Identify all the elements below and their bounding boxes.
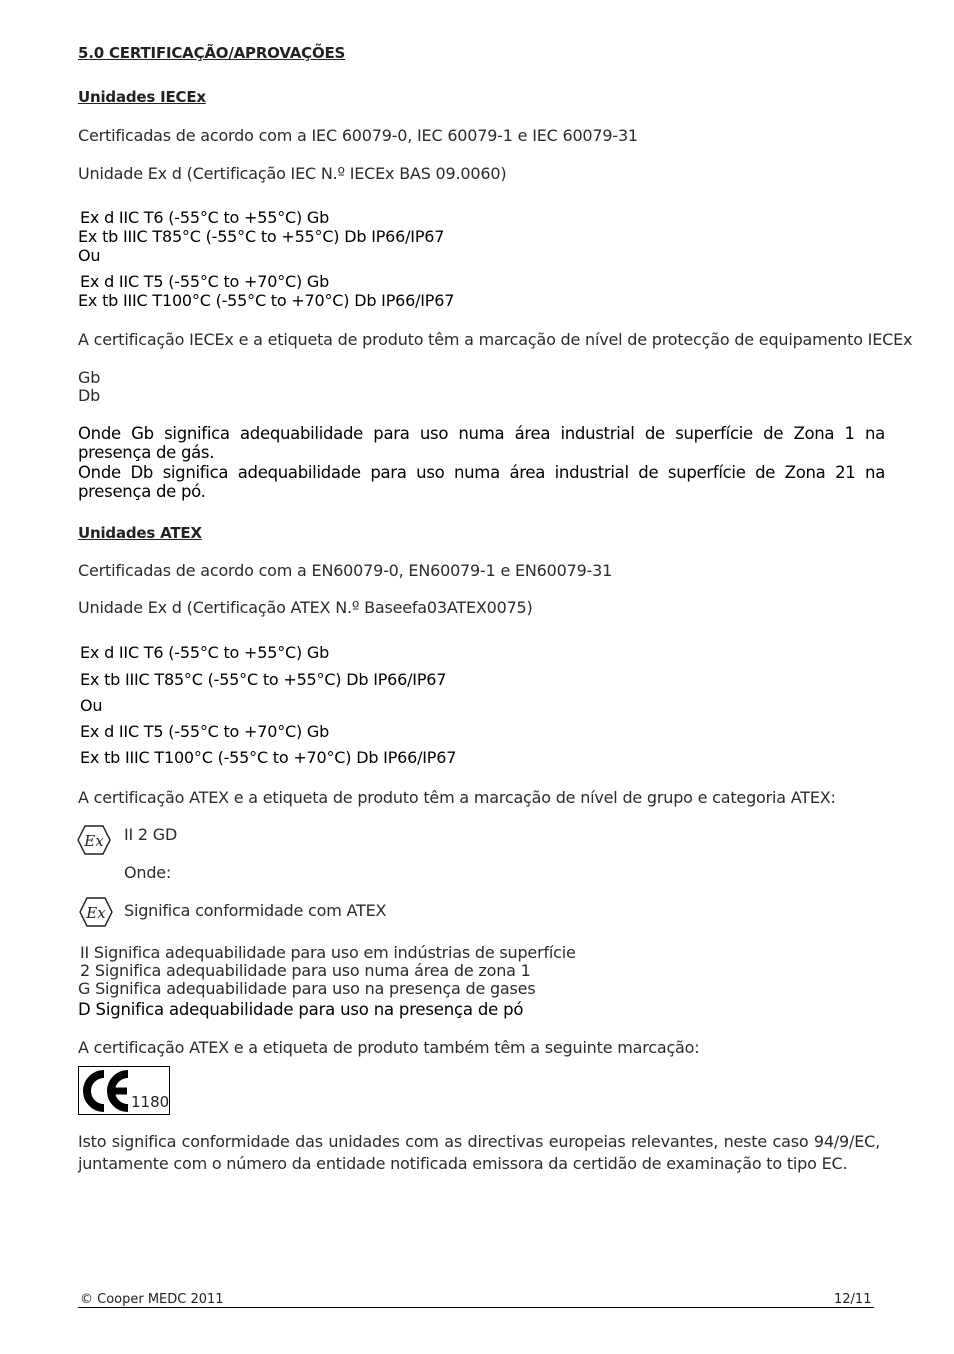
atex-marking-1: Ex d IIC T6 (-55°C to +55°C) Gb [80,643,330,662]
iecex-level-gb: Gb [78,368,101,387]
atex-marking-or: Ou [80,696,103,715]
ex-hexagon-icon [78,896,114,928]
iecex-unit-text: Unidade Ex d (Certificação IEC N.º IECEx BAS 09.0060) [78,164,507,183]
iecex-marking-1: Ex d IIC T6 (-55°C to +55°C) Gb [80,208,330,227]
iecex-gb-meaning: Onde Gb significa adequabilidade para uso numa área industrial de superfície de Zona 1 na presença de gás. [78,424,885,462]
ce-mark-icon [83,1070,131,1112]
atex-symbol-2: 2 Significa adequabilidade para uso numa área de zona 1 [80,961,531,980]
atex-heading: Unidades ATEX [78,524,202,542]
atex-certified-text: Certificadas de acordo com a EN60079-0, EN60079-1 e EN60079-31 [78,561,613,580]
iecex-db-meaning: Onde Db significa adequabilidade para uso numa área industrial de superfície de Zona 21 na presença de pó. [78,463,885,501]
iecex-label-text: A certificação IECEx e a etiqueta de produto têm a marcação de nível de protecção de equipamento IECEx [78,330,913,349]
atex-symbol-ii: II Significa adequabilidade para uso em indústrias de superfície [80,943,576,962]
atex-ce-text: A certificação ATEX e a etiqueta de produto também têm a seguinte marcação: [78,1038,700,1057]
atex-marking-4: Ex tb IIIC T100°C (-55°C to +70°C) Db IP66/IP67 [80,748,457,767]
footer-divider [78,1307,874,1308]
svg-text:Ex: Ex [86,904,106,922]
section-title: 5.0 CERTIFICAÇÃO/APROVAÇÕES [78,44,346,62]
iecex-marking-or: Ou [78,246,101,265]
footer-page-number: 12/11 [834,1292,872,1307]
iecex-heading: Unidades IECEx [78,88,206,106]
atex-marking-3: Ex d IIC T5 (-55°C to +70°C) Gb [80,722,330,741]
svg-text:Ex: Ex [84,832,104,850]
atex-where-text: Onde: [124,863,172,882]
atex-group-marking: II 2 GD [124,825,178,844]
iecex-certified-text: Certificadas de acordo com a IEC 60079-0, IEC 60079-1 e IEC 60079-31 [78,126,638,145]
ce-notified-body-number: 1180 [131,1093,170,1111]
atex-label-text: A certificação ATEX e a etiqueta de produto têm a marcação de nível de grupo e categoria ATEX: [78,788,836,807]
atex-conformity-text: Isto significa conformidade das unidades com as directivas europeias relevantes, neste caso 94/9/EC, juntamente com o número da entidade notificada emissora da certidão de examinação to tipo EC. [78,1132,880,1173]
iecex-marking-2: Ex tb IIIC T85°C (-55°C to +55°C) Db IP66/IP67 [78,227,445,246]
iecex-level-db: Db [78,386,101,405]
iecex-marking-3: Ex d IIC T5 (-55°C to +70°C) Gb [80,272,330,291]
atex-unit-text: Unidade Ex d (Certificação ATEX N.º Baseefa03ATEX0075) [78,598,533,617]
ce-mark-box [78,1066,170,1115]
atex-marking-2: Ex tb IIIC T85°C (-55°C to +55°C) Db IP66/IP67 [80,670,447,689]
ex-hexagon-icon [76,824,112,856]
atex-symbol-d: D Significa adequabilidade para uso na presença de pó [78,1000,524,1019]
footer-copyright: © Cooper MEDC 2011 [80,1292,224,1307]
iecex-marking-4: Ex tb IIIC T100°C (-55°C to +70°C) Db IP66/IP67 [78,291,455,310]
atex-symbol-g: G Significa adequabilidade para uso na presença de gases [78,979,536,998]
atex-ex-meaning: Significa conformidade com ATEX [124,901,387,920]
